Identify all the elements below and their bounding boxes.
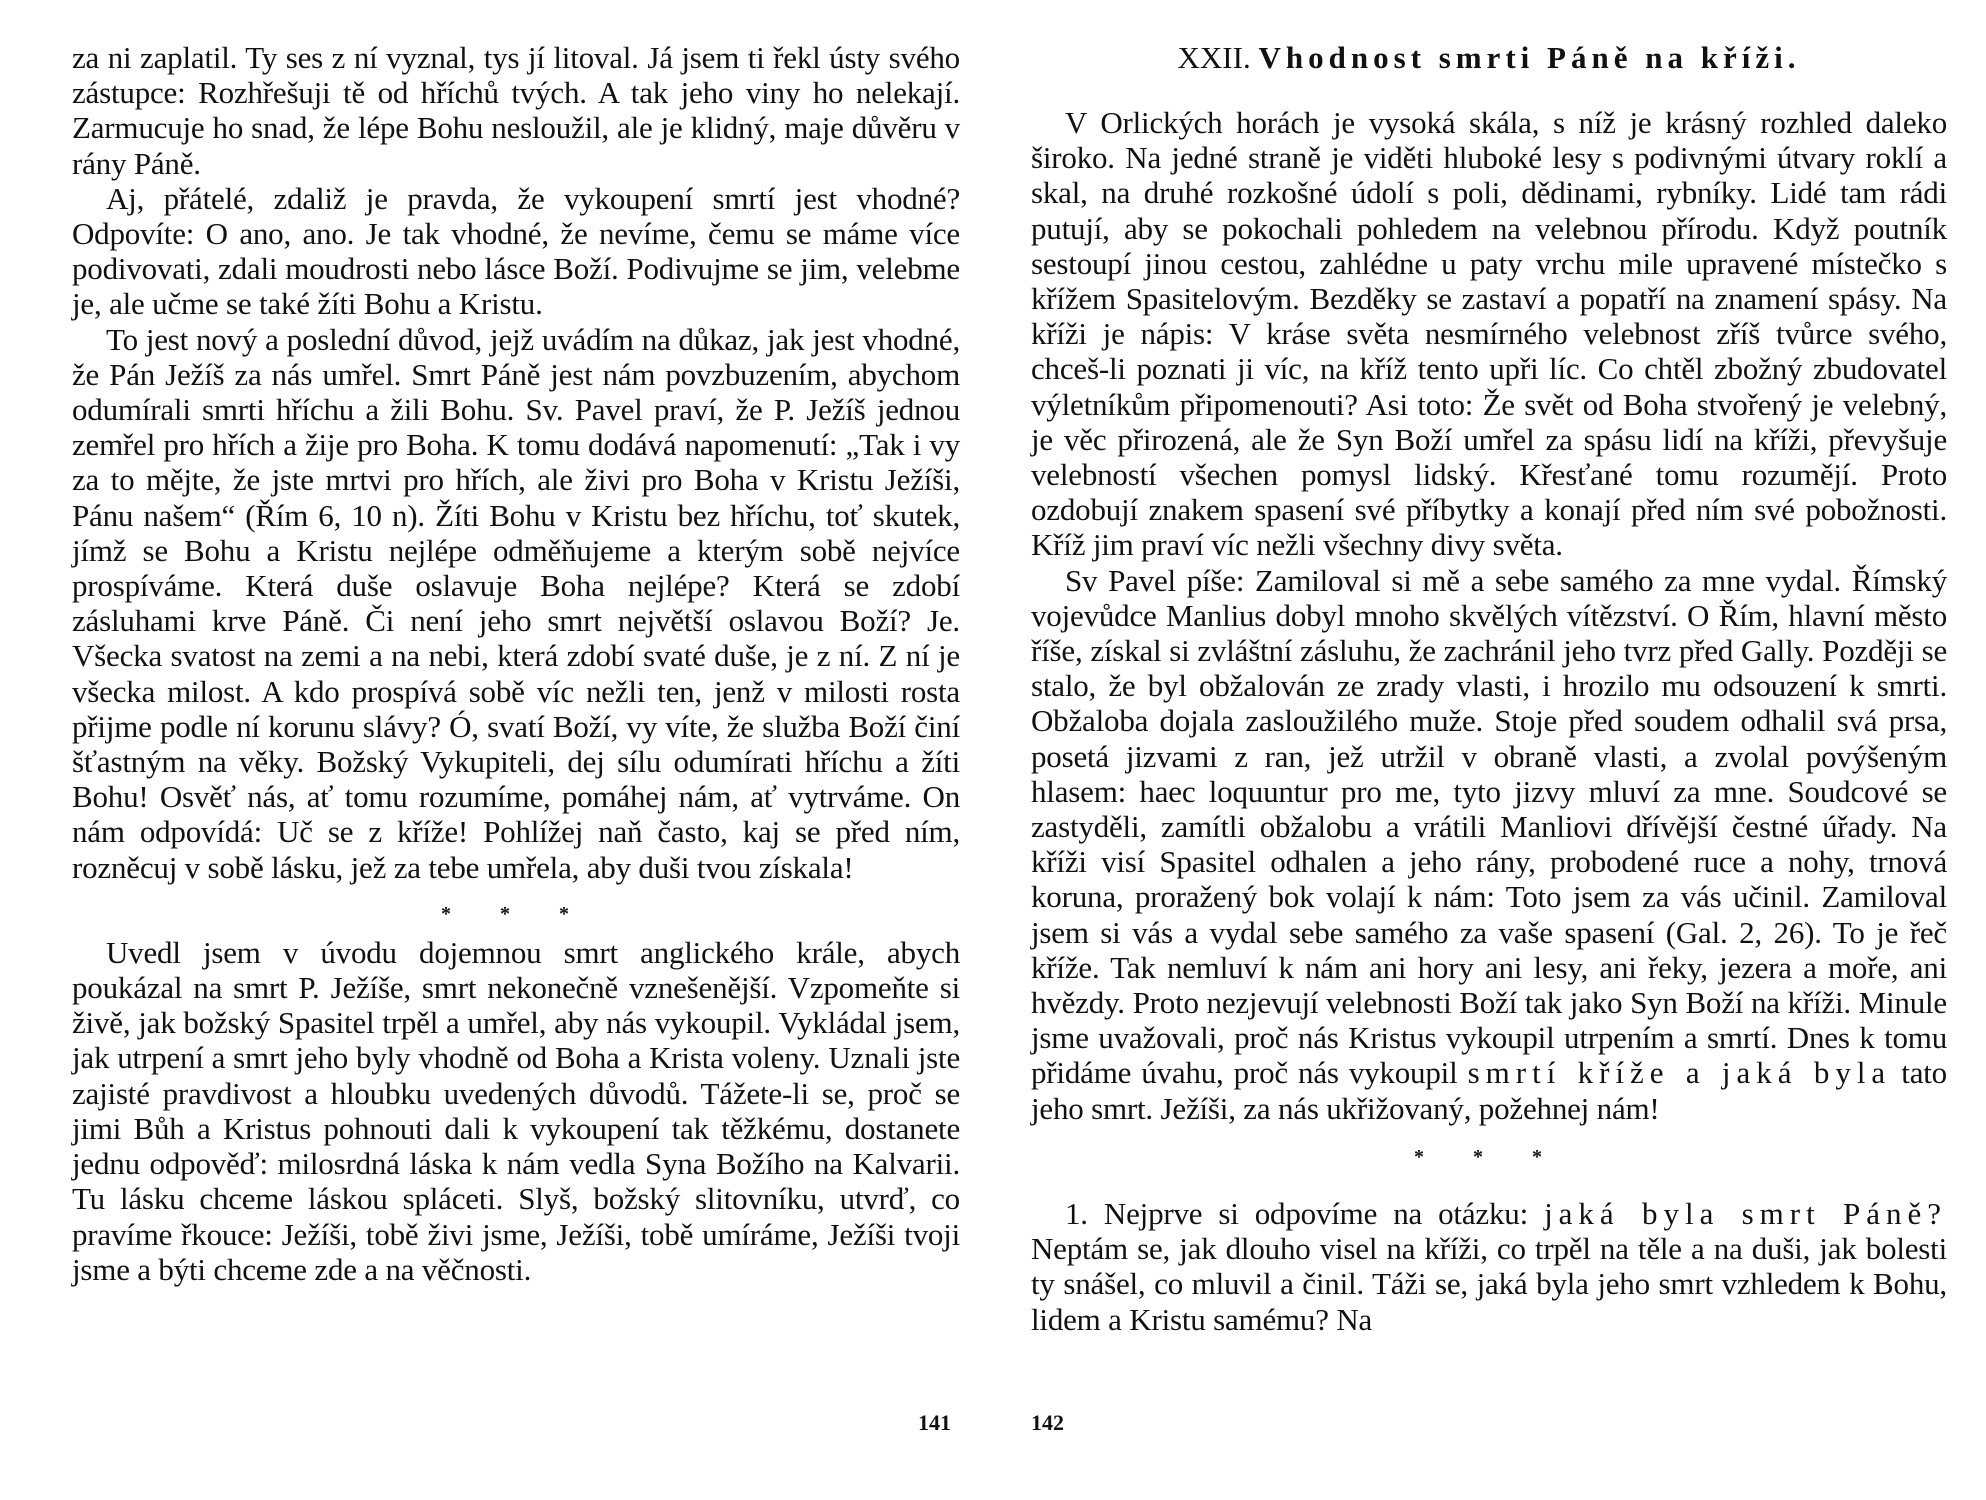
- section-separator: * * *: [1414, 1145, 1564, 1168]
- emphasized-text: jaká byla smrt Páně?: [1544, 1195, 1947, 1231]
- chapter-title: Vhodnost smrti Páně na kříži.: [1258, 40, 1801, 75]
- paragraph: [1031, 563, 1947, 1126]
- right-text-column: [1031, 40, 1947, 1337]
- closing-paragraph: Uvedl jsem v úvodu dojemnou smrt anglického krále, abych poukázal na smrt P. Ježíše, smrt nekonečně vznešenější. Vzpomeňte si živě, jak božský Spasitel trpěl a umřel, aby nás vykoupil. Vykládal jsem, jak utrpení a smrt jeho byly vhodně od Boha a Krista voleny. Uznali jste zajisté pravdivost a hloubku uvedených důvodů. Tážete-li se, proč se jimi Bůh a Kristus pohnouti dali k vykoupení tak těžkému, dostanete jednu odpověď: milosrdná láska k nám vedla Syna Božího na Kalvarii. Tu lásku chceme láskou spláceti. Slyš, božský slitovníku, utvrď, co pravíme řkouce: Ježíši, tobě živi jsme, Ježíši, tobě umíráme, Ježíši tvoji jsme a býti chceme zde a na věčnosti.: [72, 934, 960, 1287]
- section-separator: * * *: [441, 902, 591, 925]
- paragraph: za ni zaplatil. Ty ses z ní vyznal, tys jí litoval. Já jsem ti řekl ústy svého zástupce: Rozhřešuji tě od hříchů tvých. A tak jeho viny ho nelekají. Zarmucuje ho snad, že lépe Bohu nesloužil, ale je klidný, maje důvěru v rány Páně.: [72, 40, 960, 181]
- paragraph-text: Neptám se, jak dlouho visel na kříži, co trpěl na těle a na duši, jak bolesti ty snášel, co mluvil a činil. Táži se, jaká byla jeho smrt vzhledem k Bohu, lidem a Kristu samému? Na: [1031, 1231, 1947, 1337]
- question-paragraph: [1031, 1196, 1947, 1337]
- left-text-column: [72, 40, 960, 1287]
- chapter-heading: [1031, 40, 1947, 75]
- page-number: 142: [1031, 1410, 1064, 1435]
- paragraph-text: 1. Nejprve si odpovíme na otázku:: [1065, 1195, 1528, 1231]
- chapter-number: XXII.: [1177, 40, 1251, 75]
- paragraph: Aj, přátelé, zdaliž je pravda, že vykoupení smrtí jest vhodné? Odpovíte: O ano, ano. Je tak vhodné, že nevíme, čemu se máme více podivovati, zdali moudrosti nebo lásce Boží. Podivujme se jim, velebme je, ale učme se také žíti Bohu a Kristu.: [72, 180, 960, 322]
- emphasized-text: smrtí kříže a jaká byla: [1467, 1055, 1892, 1091]
- paragraph: V Orlických horách je vysoká skála, s níž je krásný rozhled daleko široko. Na jedné straně je viděti hluboké lesy s podivnými útvary roklí a skal, na druhé rozkošné údolí s poli, dědinami, rybníky. Lidé tam rádi putují, aby se pokochali pohledem na velebnou přírodu. Když poutník sestoupí jinou cestou, zahlédne u paty vrchu mile upravené místečko s křížem Spasitelovým. Bezděky se zastaví a popatří na znamení spásy. Na kříži je nápis: V kráse světa nesmírného velebnost zříš tvůrce svého, chceš-li poznati ji víc, na kříž tento upři líc. Co chtěl zbožný zbudovatel výletníkům připomenouti? Asi toto: Že svět od Boha stvořený je velebný, je věc přirozená, ale že Syn Boží umřel za spásu lidí na kříži, převyšuje velebností všechen pomysl lidský. Křesťané tomu rozumějí. Proto ozdobují znakem spasení své příbytky a konají před ním své pobožnosti. Kříž jim praví víc nežli všechny divy světa.: [1031, 105, 1947, 563]
- paragraph-text: Sv Pavel píše: Zamiloval si mě a sebe samého za mne vydal. Římský vojevůdce Manlius dobyl mnoho skvělých vítězství. O Řím, hlavní město říše, získal si zvláštní zásluhu, že zachránil jeho tvrz před Gally. Později se stalo, že byl obžalován ze zrady vlasti, i hrozilo mu odsouzení k smrti. Obžaloba dojala zasloužilého muže. Stoje před soudem odhalil svá prsa, posetá jizvami z ran, jež utržil v obraně vlasti, a zvolal povýšeným hlasem: haec loquuntur pro me, tyto jizvy mluví za mne. Soudcové se zastyděli, zamítli obžalobu a vrátili Manliovi dřívější čestné úřady. Na kříži visí Spasitel odhalen a jeho rány, probodené ruce a nohy, trnová koruna, proražený bok volají k nám: Toto jsem za vás učinil. Zamiloval jsem si vás a vydal sebe samého za vaše spasení (Gal. 2, 26). To je řeč kříže. Tak nemluví k nám ani hory ani lesy, ani řeky, jezera a moře, ani hvězdy. Proto nezjevují velebnosti Boží tak jako Syn Boží na kříži. Minule jsme uvažovali, proč nás Kristus vykoupil utrpením a smrtí. Dnes k tomu přidáme úvahu, proč nás vykoupil: [1031, 562, 1947, 1091]
- page-number: 141: [918, 1410, 951, 1435]
- paragraph-text: tato jeho smrt. Ježíši, za nás ukřižovaný, požehnej nám!: [1031, 1055, 1947, 1126]
- right-page: [993, 0, 1986, 1500]
- paragraph: To jest nový a poslední důvod, jejž uvádím na důkaz, jak jest vhodné, že Pán Ježíš za nás umřel. Smrt Páně jest nám povzbuzením, abychom odumírali smrti hříchu a žili Bohu. Sv. Pavel praví, že P. Ježíš jednou zemřel pro hřích a žije pro Boha. K tomu dodává napomenutí: „Tak i vy za to mějte, že jste mrtvi pro hřích, ale živi pro Boha v Kristu Ježíši, Pánu našem“ (Řím 6, 10 n). Žíti Bohu v Kristu bez hříchu, toť skutek, jímž se Bohu a Kristu nejlépe odměňujeme a kterým sobě nejvíce prospíváme. Která duše oslavuje Boha nejlépe? Která se zdobí zásluhami krve Páně. Či není jeho smrt největší oslavou Boží? Je. Všecka svatost na zemi a na nebi, která zdobí svaté duše, je z ní. Z ní je všecka milost. A kdo prospívá sobě víc nežli ten, jenž v milosti rosta přijme podle ní korunu slávy? Ó, svatí Boží, vy víte, že služba Boží činí šťastným na věky. Božský Vykupiteli, dej sílu odumírati hříchu a žíti Bohu! Osvěť nás, ať tomu rozumíme, pomáhej nám, ať vytrváme. On nám odpovídá: Uč se z kříže! Pohlížej naň často, kaj se před ním, rozněcuj v sobě lásku, jež za tebe umřela, aby duši tvou získala!: [72, 321, 960, 885]
